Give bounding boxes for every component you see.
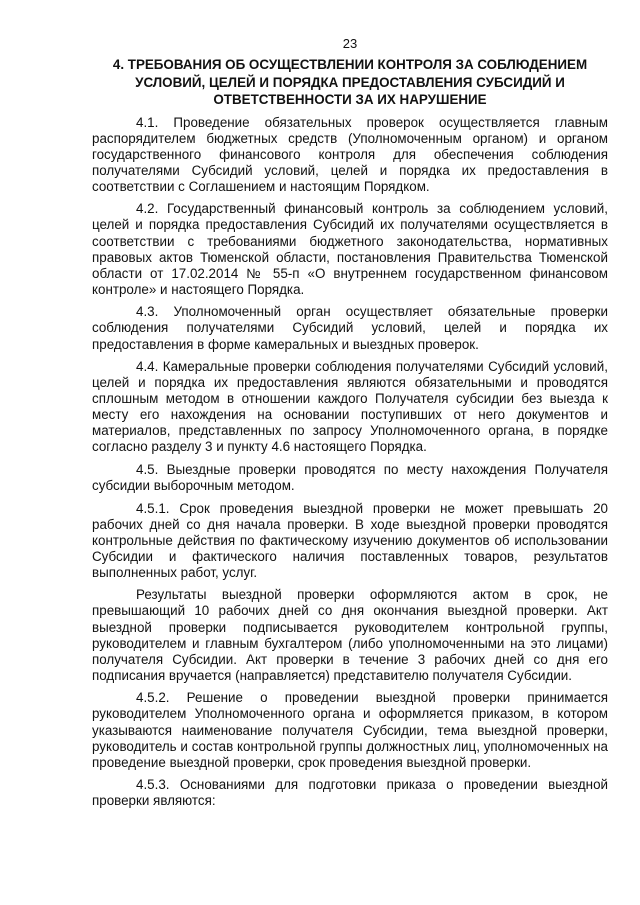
paragraph-4-5: 4.5. Выездные проверки проводятся по месту нахождения Получателя субсидии выборочным методом. xyxy=(92,461,608,494)
paragraph-4-5-2: 4.5.2. Решение о проведении выездной проверки принимается руководителем Уполномоченного органа и оформляется приказом, в котором указываются наименование получателя Субсидии, тема выездной проверки, руководитель и состав контрольной группы должностных лиц, уполномоченных на проведение выездной проверки, срок проведения выездной проверки. xyxy=(92,690,608,770)
paragraph-4-3: 4.3. Уполномоченный орган осуществляет обязательные проверки соблюдения получателями Субсидий условий, целей и порядка их предоставления в форме камеральных и выездных проверок. xyxy=(92,304,608,352)
paragraph-4-4: 4.4. Камеральные проверки соблюдения получателями Субсидий условий, целей и порядка их предоставления являются обязательными и проводятся сплошным методом в отношении каждого Получателя субсидии без выезда к месту его нахождения на основании поступивших от него документов и материалов, представленных по запросу Уполномоченного органа, в порядке согласно разделу 3 и пункту 4.6 настоящего Порядка. xyxy=(92,358,608,455)
document-page xyxy=(92,36,608,816)
page-number: 23 xyxy=(342,36,358,51)
paragraph-4-1: 4.1. Проведение обязательных проверок осуществляется главным распорядителем бюджетных средств (Уполномоченным органом) и органом государственного финансового контроля для обеспечения соблюдения получателями Субсидий условий, целей и порядка их предоставления в соответствии с Соглашением и настоящим Порядком. xyxy=(92,114,608,194)
paragraph-inspection-results: Результаты выездной проверки оформляются актом в срок, не превышающий 10 рабочих дней со дня окончания выездной проверки. Акт выездной проверки подписывается руководителем контрольной группы, руководителем и главным бухгалтером (либо уполномоченными на это лицами) получателя Субсидии. Акт проверки в течение 3 рабочих дней со дня его подписания вручается (направляется) представителю получателя Субсидии. xyxy=(92,587,608,683)
section-heading: 4. ТРЕБОВАНИЯ ОБ ОСУЩЕСТВЛЕНИИ КОНТРОЛЯ ЗА СОБЛЮДЕНИЕМ УСЛОВИЙ, ЦЕЛЕЙ И ПОРЯДКА ПРЕДОСТАВЛЕНИЯ СУБСИДИЙ И ОТВЕТСТВЕННОСТИ ЗА ИХ НАРУШЕНИЕ xyxy=(112,57,588,107)
paragraph-4-2: 4.2. Государственный финансовый контроль за соблюдением условий, целей и порядка предоставления Субсидий их получателями осуществляется в соответствии с требованиями бюджетного законодательства, нормативных правовых актов Тюменской области, постановления Правительства Тюменской области от 17.02.2014 № 55-п «О внутреннем государственном финансовом контроле» и настоящего Порядка. xyxy=(92,201,608,297)
paragraph-4-5-3: 4.5.3. Основаниями для подготовки приказа о проведении выездной проверки являются: xyxy=(92,777,608,809)
paragraph-4-5-1: 4.5.1. Срок проведения выездной проверки не может превышать 20 рабочих дней со дня начала проверки. В ходе выездной проверки проводятся контрольные действия по фактическому изучению документов об использовании Субсидии и фактического наличия поставленных товаров, результатов выполненных работ, услуг. xyxy=(92,500,608,580)
